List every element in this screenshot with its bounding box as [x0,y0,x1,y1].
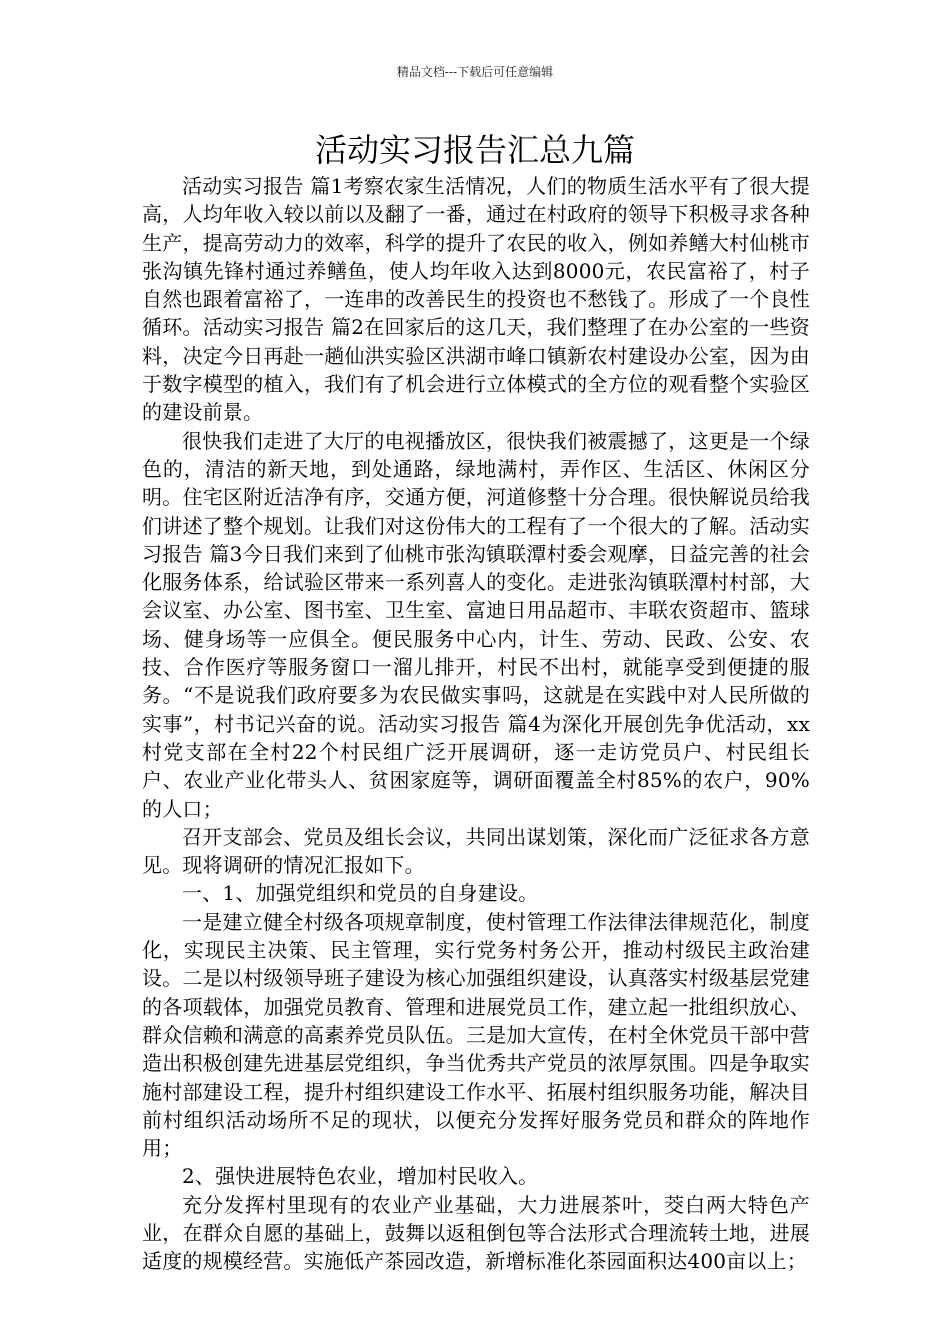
paragraph: 一是建立健全村级各项规章制度，使村管理工作法律法律规范化，制度化，实现民主决策、民主管理，实行党务村务公开，推动村级民主政治建设。二是以村级领导班子建设为核心加强组织建设，认真落实村级基层党建的各项载体，加强党员教育、管理和进展党员工作，建立起一批组织放心、群众信赖和满意的高素养党员队伍。三是加大宣传，在村全休党员干部中营造出积极创建先进基层党组织，争当优秀共产党员的浓厚氛围。四是争取实施村部建设工程，提升村组织建设工作水平、拓展村组织服务功能，解决目前村组织活动场所不足的现状，以便充分发挥好服务党员和群众的阵地作用； [142,909,810,1161]
paragraph: 充分发挥村里现有的农业产业基础，大力进展茶叶，茭白两大特色产业，在群众自愿的基础上，鼓舞以返租倒包等合法形式合理流转土地，进展适度的规模经营。实施低产茶园改造，新增标准化茶园面积达400亩以上； [142,1192,810,1274]
section-heading: 2、强快进展特色农业，增加村民收入。 [182,1164,539,1189]
header-note: 精品文档---下载后可任意编辑 [396,65,554,79]
section-heading: 一、1、加强党组织和党员的自身建设。 [182,881,539,906]
paragraph: 活动实习报告 篇1考察农家生活情况，人们的物质生活水平有了很大提高，人均年收入较以前以及翻了一番，通过在村政府的领导下积极寻求各种生产，提高劳动力的效率，科学的提升了农民的收入，例如养鳝大村仙桃市张沟镇先锋村通过养鳝鱼，使人均年收入达到8000元，农民富裕了，村子自然也跟着富裕了，一连串的改善民生的投资也不愁钱了。形成了一个良性循环。活动实习报告 篇2在回家后的这几天，我们整理了在办公室的一些资料，决定今日再赴一趟仙洪实验区洪湖市峰口镇新农村建设办公室，因为由于数字模型的植入，我们有了机会进行立体模式的全方位的观看整个实验区的建设前景。 [142,174,810,425]
document-body [142,172,810,1276]
paragraph: 很快我们走进了大厅的电视播放区，很快我们被震撼了，这更是一个绿色的，清洁的新天地，到处通路，绿地满村，弄作区、生活区、休闲区分明。住宅区附近洁净有序，交通方便，河道修整十分合理。很快解说员给我们讲述了整个规划。让我们对这份伟大的工程有了一个很大的了解。活动实习报告 篇3今日我们来到了仙桃市张沟镇联潭村委会观摩，日益完善的社会化服务体系，给试验区带来一系列喜人的变化。走进张沟镇联潭村村部，大会议室、办公室、图书室、卫生室、富迪日用品超市、丰联农资超市、篮球场、健身场等一应俱全。便民服务中心内，计生、劳动、民政、公安、农技、合作医疗等服务窗口一溜儿排开，村民不出村，就能享受到便捷的服务。“不是说我们政府要多为农民做实事吗，这就是在实践中对人民所做的实事”，村书记兴奋的说。活动实习报告 篇4为深化开展创先争优活动，xx村党支部在全村22个村民组广泛开展调研，逐一走访党员户、村民组长户、农业产业化带头人、贫困家庭等，调研面覆盖全村85%的农户，90%的人口； [142,428,810,821]
document-title: 活动实习报告汇总九篇 [314,131,635,169]
paragraph: 召开支部会、党员及组长会议，共同出谋划策，深化而广泛征求各方意见。现将调研的情况汇报如下。 [142,824,810,878]
